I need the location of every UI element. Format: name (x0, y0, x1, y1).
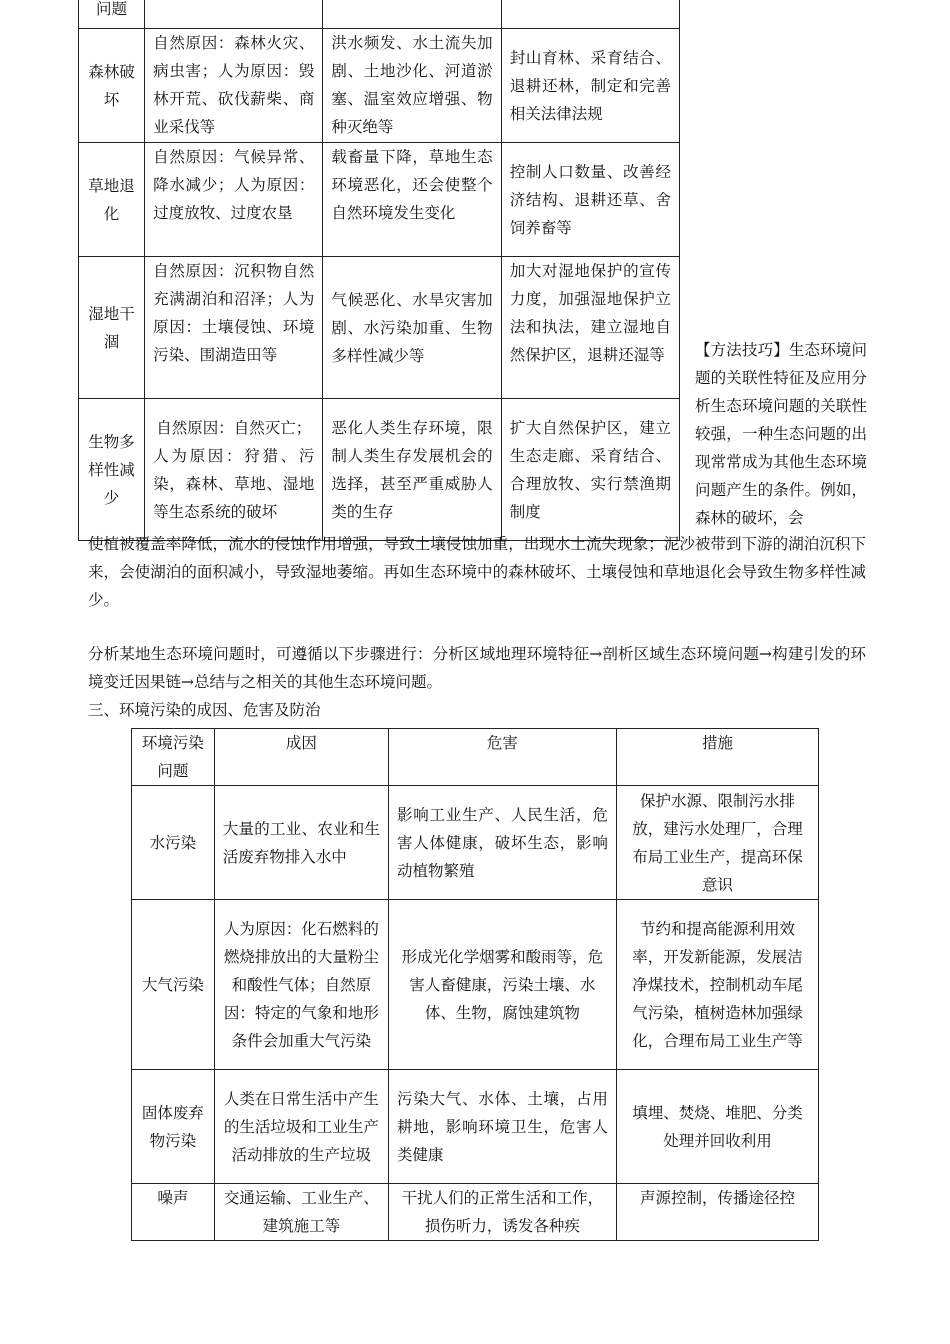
cause-cell: 人为原因：化石燃料的燃烧排放出的大量粉尘和酸性气体；自然原因：特定的气象和地形条件会加重大气污染 (214, 900, 388, 1070)
harm-cell: 恶化人类生存环境，限制人类生存发展机会的选择，甚至严重威胁人类的生存 (323, 399, 501, 541)
measure-cell: 加大对湿地保护的宣传力度，加强湿地保护立法和执法，建立湿地自然保护区，退耕还湿等 (501, 257, 679, 399)
cause-cell: 交通运输、工业生产、建筑施工等 (214, 1184, 388, 1241)
measure-cell: 填埋、焚烧、堆肥、分类处理并回收利用 (616, 1070, 818, 1184)
method-tip: 【方法技巧】生态环境问题的关联性特征及应用分析生态环境问题的关联性较强，一种生态问题的出现常常成为其他生态环境问题产生的条件。例如，森林的破坏，会 (695, 341, 867, 527)
paragraph: 分析某地生态环境问题时，可遵循以下步骤进行：分析区域地理环境特征→剖析区域生态环境问题→构建引发的环境变迁因果链→总结与之相关的其他生态环境问题。 (88, 645, 866, 691)
table-cell (145, 0, 323, 29)
problem-cell: 生物多样性减少 (79, 399, 145, 541)
harm-cell: 干扰人们的正常生活和工作，损伤听力，诱发各种疾 (388, 1184, 616, 1241)
harm-cell: 气候恶化、水旱灾害加剧、水污染加重、生物多样性减少等 (323, 257, 501, 399)
table-row (79, 29, 680, 143)
problem-cell: 大气污染 (132, 900, 215, 1070)
measure-cell: 扩大自然保护区，建立生态走廊、采育结合、合理放牧、实行禁渔期制度 (501, 399, 679, 541)
measure-cell: 节约和提高能源利用效率，开发新能源，发展洁净煤技术，控制机动车尾气污染，植树造林加强绿化，合理布局工业生产等 (616, 900, 818, 1070)
section-title: 三、环境污染的成因、危害及防治 (88, 701, 321, 719)
harm-cell: 载畜量下降，草地生态环境恶化，还会使整个自然环境发生变化 (323, 143, 501, 257)
measure-cell: 控制人口数量、改善经济结构、退耕还草、舍饲养畜等 (501, 143, 679, 257)
cause-natural: 自然原因：自然灭亡； (156, 418, 312, 437)
problem-cell: 固体废弃物污染 (132, 1070, 215, 1184)
table-row (79, 399, 680, 541)
table-row (132, 900, 819, 1070)
table-cell (323, 0, 501, 29)
problem-cell: 噪声 (132, 1184, 215, 1241)
cause-cell: 大量的工业、农业和生活废弃物排入水中 (214, 786, 388, 900)
cause-cell: 自然原因：森林火灾、病虫害；人为原因：毁林开荒、砍伐薪柴、商业采伐等 (145, 29, 323, 143)
measure-cell: 保护水源、限制污水排放，建污水处理厂，合理布局工业生产，提高环保意识 (616, 786, 818, 900)
pollution-table (131, 728, 819, 1241)
measure-cell: 声源控制，传播途径控 (616, 1184, 818, 1241)
problem-cell: 森林破坏 (79, 29, 145, 143)
table-cell (501, 0, 679, 29)
ecology-problems-table (78, 0, 680, 541)
paragraph: 使植被覆盖率降低，流水的侵蚀作用增强，导致土壤侵蚀加重，出现水土流失现象；泥沙被带到下游的湖泊沉积下来，会使湖泊的面积减小，导致湿地萎缩。再如生态环境中的森林破坏、土壤侵蚀和草地退化会导致生物多样性减少。 (88, 535, 866, 609)
problem-cell: 草地退化 (79, 143, 145, 257)
cause-human: 人为原因：狩猎、污染，森林、草地、湿地等生态系统的破坏 (153, 446, 315, 521)
table-row (132, 1070, 819, 1184)
table-row (132, 1184, 819, 1241)
column-header: 危害 (388, 729, 616, 786)
harm-cell: 影响工业生产、人民生活，危害人体健康，破坏生态，影响动植物繁殖 (388, 786, 616, 900)
table-row (79, 0, 680, 29)
harm-cell: 污染大气、水体、土壤，占用耕地，影响环境卫生，危害人类健康 (388, 1070, 616, 1184)
problem-cell: 湿地干涸 (79, 257, 145, 399)
table-row (79, 143, 680, 257)
cause-cell: 自然原因：沉积物自然充满湖泊和沼泽；人为原因：土壤侵蚀、环境污染、围湖造田等 (145, 257, 323, 399)
column-header: 成因 (214, 729, 388, 786)
cause-cell: 自然原因：气候异常、降水减少；人为原因：过度放牧、过度农垦 (145, 143, 323, 257)
measure-cell: 封山育林、采育结合、退耕还林，制定和完善相关法律法规 (501, 29, 679, 143)
column-header: 措施 (616, 729, 818, 786)
cause-cell (145, 399, 323, 541)
cause-cell: 人类在日常生活中产生的生活垃圾和工业生产活动排放的生产垃圾 (214, 1070, 388, 1184)
harm-cell: 形成光化学烟雾和酸雨等，危害人畜健康，污染土壤、水体、生物，腐蚀建筑物 (388, 900, 616, 1070)
column-header: 环境污染问题 (132, 729, 215, 786)
table-cell: 问题 (79, 0, 145, 29)
table-header-row (132, 729, 819, 786)
problem-cell: 水污染 (132, 786, 215, 900)
table-row (132, 786, 819, 900)
harm-cell: 洪水频发、水土流失加剧、土地沙化、河道淤塞、温室效应增强、物种灭绝等 (323, 29, 501, 143)
table-row (79, 257, 680, 399)
